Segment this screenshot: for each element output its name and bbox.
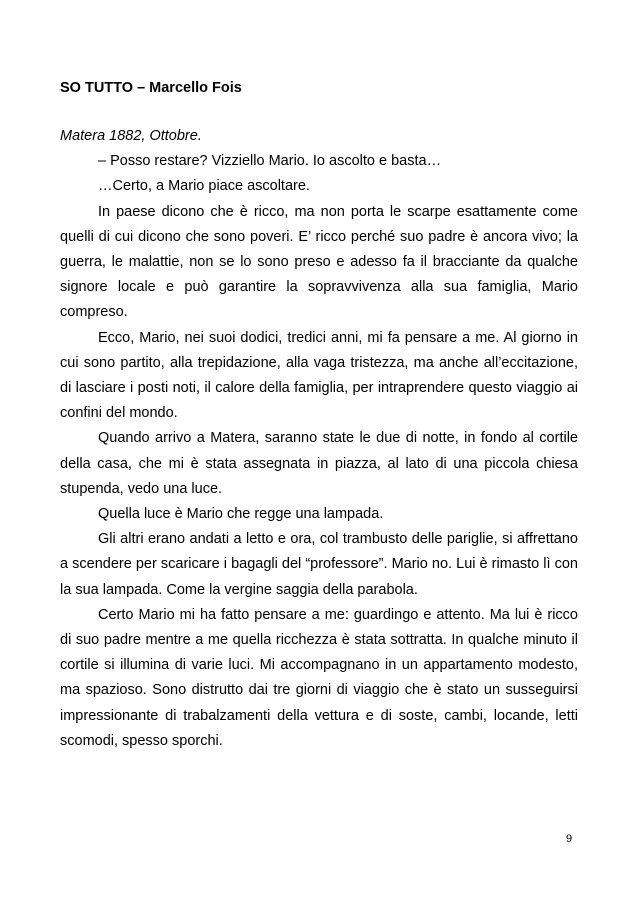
paragraph: Quella luce è Mario che regge una lampada.	[98, 506, 384, 523]
paragraph: …Certo, a Mario piace ascoltare.	[98, 178, 310, 195]
page-title: SO TUTTO – Marcello Fois	[60, 80, 242, 96]
paragraph: Ecco, Mario, nei suoi dodici, tredici anni, mi fa pensare a me. Al giorno in cui sono partito, alla trepidazione, alla vaga tristezza, ma anche all’eccitazione, di lasciare i posti noti, il calore della famiglia, per intraprendere questo viaggio ai confini del mondo.	[60, 329, 578, 422]
paragraph: Gli altri erano andati a letto e ora, col trambusto delle pariglie, si affrettano a scendere per scaricare i bagagli del “professore”. Mario no. Lui è rimasto lì con la sua lampada. Come la vergine saggia della parabola.	[60, 531, 578, 598]
paragraph: Certo Mario mi ha fatto pensare a me: guardingo e attento. Ma lui è ricco di suo padre mentre a me quella ricchezza è stata sottratta. In qualche minuto il cortile si illumina di varie luci. Mi accompagnano in un appartamento modesto, ma spazioso. Sono distrutto dai tre giorni di viaggio che è stato un susseguirsi impressionante di trabalzamenti della vettura e di soste, cambi, locande, letti scomodi, spesso sporchi.	[60, 606, 578, 749]
page-number: 9	[566, 833, 573, 845]
paragraph: Quando arrivo a Matera, saranno state le due di notte, in fondo al cortile della casa, che mi è stata assegnata in piazza, al lato di una piccola chiesa stupenda, vedo una luce.	[60, 430, 578, 497]
body-text	[60, 124, 578, 754]
dateline: Matera 1882, Ottobre.	[60, 128, 202, 144]
paragraph: – Posso restare? Vizziello Mario. Io ascolto e basta…	[98, 153, 442, 170]
paragraph: In paese dicono che è ricco, ma non porta le scarpe esattamente come quelli di cui dicono che sono poveri. E’ ricco perché suo padre è ancora vivo; la guerra, le malattie, non se lo sono preso e adesso fa il bracciante da qualche signore locale e può garantire la sopravvivenza alla sua famiglia, Mario compreso.	[60, 203, 578, 321]
